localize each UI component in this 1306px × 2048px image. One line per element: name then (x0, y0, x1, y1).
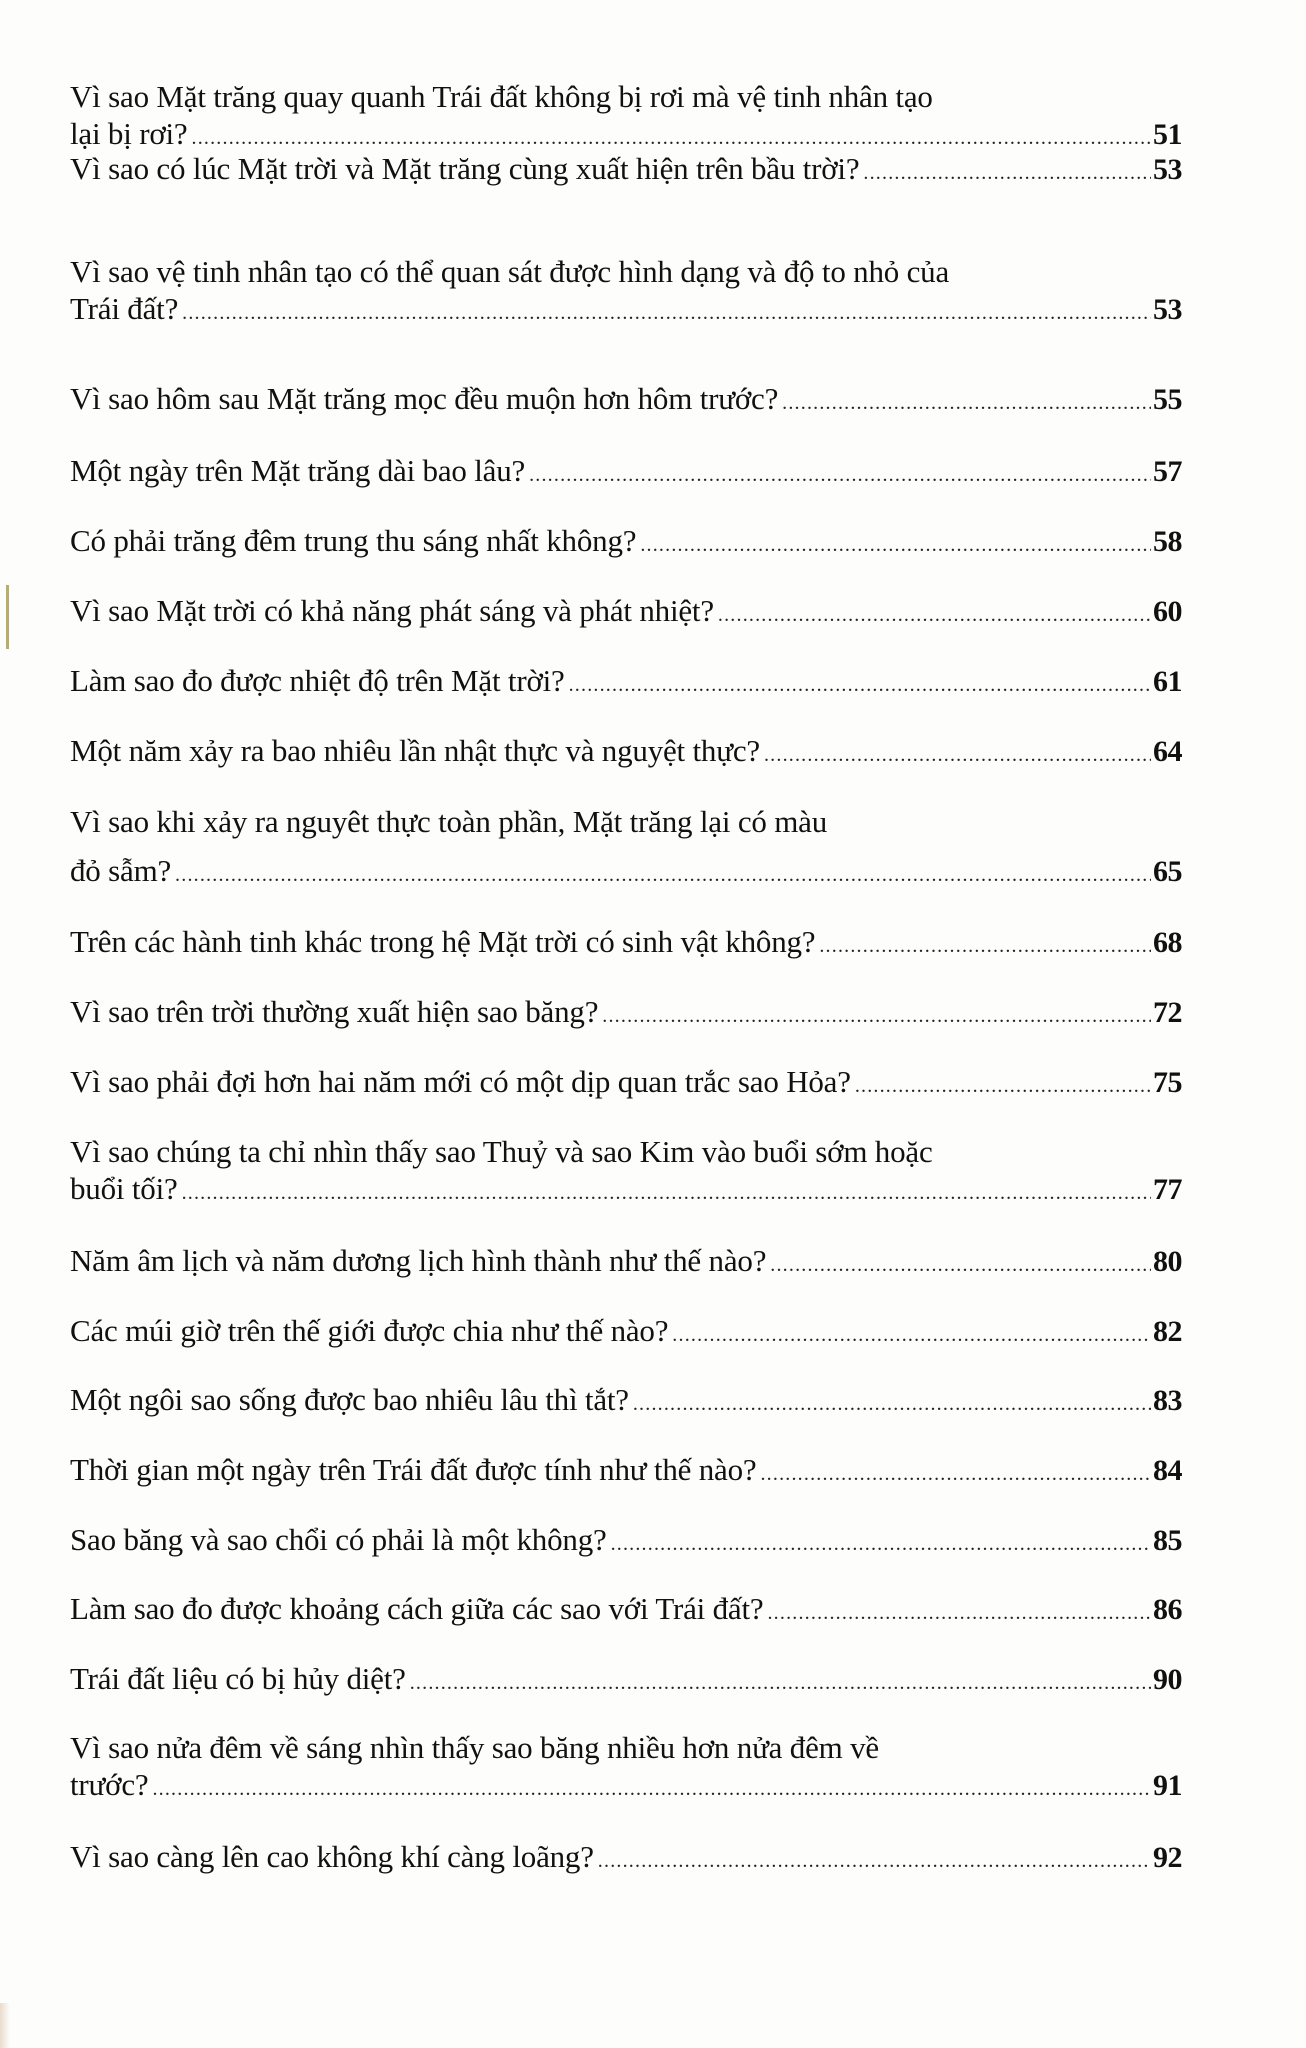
dot-leader (863, 155, 1151, 192)
toc-entry-page: 68 (1153, 926, 1182, 959)
dot-leader (182, 1175, 1151, 1212)
toc-entry-page: 55 (1153, 383, 1182, 416)
toc-entry[interactable] (70, 452, 1182, 489)
toc-entry[interactable] (70, 732, 1182, 769)
dot-leader (819, 928, 1151, 965)
toc-entry-first-line: Vì sao nửa đêm về sáng nhìn thấy sao băng nhiều hơn nửa đêm về (70, 1730, 879, 1765)
dot-leader (175, 857, 1151, 894)
toc-entry[interactable] (70, 1381, 1182, 1418)
toc-entry-page: 92 (1153, 1841, 1182, 1874)
toc-entry[interactable] (70, 1729, 1182, 1803)
toc-entry-title: Làm sao đo được khoảng cách giữa các sao với Trái đất? (70, 1591, 764, 1626)
toc-entry[interactable] (70, 522, 1182, 559)
toc-entry-title: Một ngôi sao sống được bao nhiêu lâu thì tắt? (70, 1382, 629, 1417)
dot-leader (770, 1247, 1151, 1284)
toc-entry-page: 91 (1153, 1769, 1182, 1802)
toc-entry[interactable] (70, 662, 1182, 699)
toc-entry[interactable] (70, 1838, 1182, 1875)
toc-entry-page: 72 (1153, 996, 1182, 1029)
dot-leader (611, 1526, 1151, 1563)
dot-leader (182, 295, 1151, 332)
toc-entry-title: lại bị rơi? (70, 116, 188, 151)
page-corner-shadow (0, 2003, 10, 2048)
dot-leader (672, 1317, 1151, 1354)
toc-entry-page: 83 (1153, 1384, 1182, 1417)
toc-entry-title: Thời gian một ngày trên Trái đất được tính như thế nào? (70, 1452, 757, 1487)
toc-entry-title: Vì sao có lúc Mặt trời và Mặt trăng cùng xuất hiện trên bầu trời? (70, 151, 860, 186)
toc-entry-title: buổi tối? (70, 1171, 178, 1206)
toc-entry-page: 53 (1153, 293, 1182, 326)
toc-entry[interactable] (70, 803, 1182, 889)
toc-entry[interactable] (70, 1590, 1182, 1627)
page-edge-mark (6, 585, 9, 649)
toc-entry[interactable] (70, 1312, 1182, 1349)
toc-entry[interactable] (70, 1451, 1182, 1488)
toc-entry-title: Vì sao càng lên cao không khí càng loãng? (70, 1839, 594, 1874)
toc-entry-title: Một ngày trên Mặt trăng dài bao lâu? (70, 453, 526, 488)
toc-entry-title: Vì sao hôm sau Mặt trăng mọc đều muộn hơn hôm trước? (70, 381, 779, 416)
toc-entry-page: 60 (1153, 595, 1182, 628)
toc-entry-page: 51 (1153, 118, 1182, 151)
dot-leader (782, 385, 1151, 422)
toc-entry-title: Trên các hành tinh khác trong hệ Mặt trời có sinh vật không? (70, 924, 816, 959)
dot-leader (602, 998, 1151, 1035)
toc-entry-title: Làm sao đo được nhiệt độ trên Mặt trời? (70, 663, 565, 698)
dot-leader (152, 1771, 1151, 1808)
toc-entry[interactable] (70, 78, 1182, 152)
toc-entry[interactable] (70, 923, 1182, 960)
toc-entry-title: Có phải trăng đêm trung thu sáng nhất không? (70, 523, 637, 558)
toc-entry-title: Vì sao phải đợi hơn hai năm mới có một dịp quan trắc sao Hỏa? (70, 1064, 851, 1099)
toc-entry[interactable] (70, 1242, 1182, 1279)
toc-entry-first-line: Vì sao Mặt trăng quay quanh Trái đất không bị rơi mà vệ tinh nhân tạo (70, 79, 933, 114)
dot-leader (855, 1068, 1151, 1105)
toc-entry-first-line: Vì sao khi xảy ra nguyêt thực toàn phần, Mặt trăng lại có màu (70, 804, 828, 839)
dot-leader (718, 597, 1151, 634)
dot-leader (569, 667, 1151, 704)
dot-leader (633, 1386, 1151, 1423)
toc-entry-page: 90 (1153, 1663, 1182, 1696)
toc-entry-title: Một năm xảy ra bao nhiêu lần nhật thực và nguyệt thực? (70, 733, 760, 768)
toc-entry[interactable] (70, 1063, 1182, 1100)
toc-entry-first-line: Vì sao chúng ta chỉ nhìn thấy sao Thuỷ và sao Kim vào buổi sớm hoặc (70, 1134, 933, 1169)
toc-entry-title: trước? (70, 1767, 149, 1802)
toc-entry-title: Trái đất liệu có bị hủy diệt? (70, 1661, 406, 1696)
toc-entry-page: 82 (1153, 1315, 1182, 1348)
toc-entry-page: 75 (1153, 1066, 1182, 1099)
toc-entry-title: Năm âm lịch và năm dương lịch hình thành như thế nào? (70, 1243, 767, 1278)
toc-entry[interactable] (70, 1660, 1182, 1697)
toc-entry-page: 61 (1153, 665, 1182, 698)
toc-entry-page: 64 (1153, 735, 1182, 768)
toc-entry-page: 65 (1153, 855, 1182, 888)
toc-entry-page: 58 (1153, 525, 1182, 558)
toc-entry-first-line: Vì sao vệ tinh nhân tạo có thể quan sát được hình dạng và độ to nhỏ của (70, 254, 950, 289)
toc-entry[interactable] (70, 150, 1182, 187)
toc-entry-page: 80 (1153, 1245, 1182, 1278)
toc-entry-title: Vì sao trên trời thường xuất hiện sao băng? (70, 994, 599, 1029)
dot-leader (764, 737, 1151, 774)
toc-entry-title: Các múi giờ trên thế giới được chia như thế nào? (70, 1313, 669, 1348)
toc-entry-title: Vì sao Mặt trời có khả năng phát sáng và phát nhiệt? (70, 593, 714, 628)
toc-entry-page: 84 (1153, 1454, 1182, 1487)
toc-entry-title: đỏ sẫm? (70, 853, 172, 888)
toc-entry-page: 85 (1153, 1524, 1182, 1557)
toc-entry-title: Sao băng và sao chổi có phải là một không? (70, 1522, 607, 1557)
toc-entry[interactable] (70, 993, 1182, 1030)
dot-leader (760, 1456, 1151, 1493)
toc-entry[interactable] (70, 1133, 1182, 1207)
toc-entry-page: 53 (1153, 153, 1182, 186)
toc-entry-title: Trái đất? (70, 291, 179, 326)
dot-leader (529, 457, 1151, 494)
toc-entry[interactable] (70, 380, 1182, 417)
toc-entry[interactable] (70, 253, 1182, 327)
toc-entry-page: 57 (1153, 455, 1182, 488)
dot-leader (767, 1595, 1151, 1632)
dot-leader (640, 527, 1151, 564)
toc-entry-page: 77 (1153, 1173, 1182, 1206)
dot-leader (410, 1665, 1151, 1702)
toc-entry[interactable] (70, 1521, 1182, 1558)
dot-leader (598, 1843, 1151, 1880)
toc-entry[interactable] (70, 592, 1182, 629)
toc-entry-page: 86 (1153, 1593, 1182, 1626)
